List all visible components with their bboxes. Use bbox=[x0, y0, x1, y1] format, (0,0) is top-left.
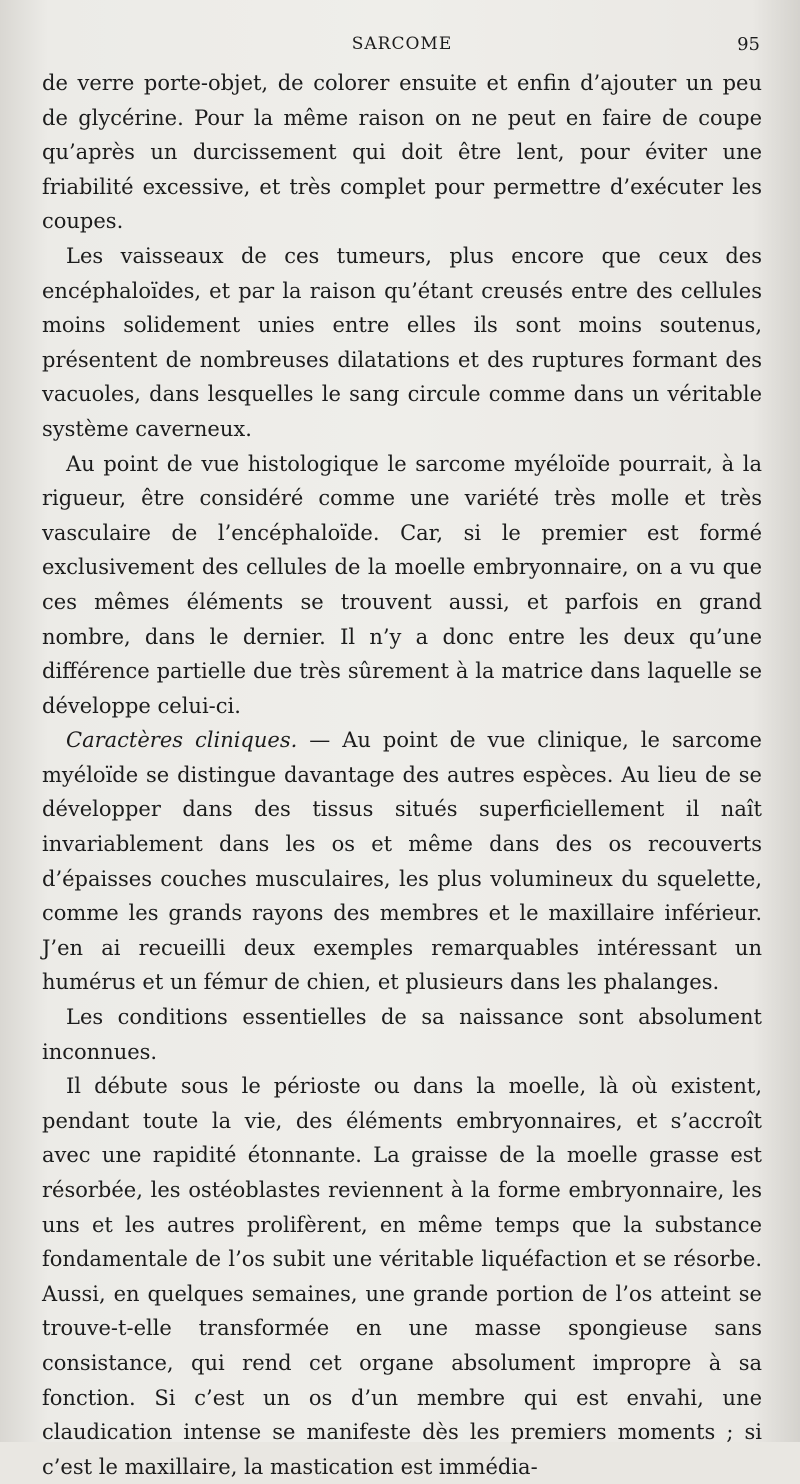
paragraph bbox=[42, 447, 762, 724]
paragraph-text: — Au point de vue clinique, le sarcome myéloïde se distingue davantage des autres espèces. Au lieu de se développer dans des tissus situés superficiellement il naît invariablement dans les os et même dans des os recouverts d’épaisses couches musculaires, les plus volumineux du squelette, comme les grands rayons des membres et le maxillaire inférieur. J’en ai recueilli deux exemples remarquables intéressant un humérus et un fémur de chien, et plusieurs dans les phalanges. bbox=[42, 728, 762, 995]
section-heading: Caractères cliniques. bbox=[66, 728, 298, 753]
paragraph bbox=[42, 723, 762, 1000]
paragraph bbox=[42, 66, 762, 239]
paragraph bbox=[42, 239, 762, 447]
paragraph-text: Les conditions essentielles de sa naissance sont absolument inconnues. bbox=[42, 1005, 762, 1064]
paragraph bbox=[42, 1069, 762, 1484]
paragraph-text: de verre porte-objet, de colorer ensuite et enfin d’ajouter un peu de glycérine. Pour la même raison on ne peut en faire de coupe qu’après un durcissement qui doit être lent, pour éviter une friabilité excessive, et très complet pour permettre d’exécuter les coupes. bbox=[42, 71, 762, 234]
paragraph bbox=[42, 1000, 762, 1069]
paragraph-text: Il débute sous le périoste ou dans la moelle, là où existent, pendant toute la vie, des éléments embryonnaires, et s’accroît avec une rapidité étonnante. La graisse de la moelle grasse est résorbée, les ostéoblastes reviennent à la forme embryonnaire, les uns et les autres prolifèrent, en même temps que la substance fondamentale de l’os subit une véritable liquéfaction et se résorbe. Aussi, en quelques semaines, une grande portion de l’os atteint se trouve-t-elle transformée en une masse spongieuse sans consistance, qui rend cet organe absolument impropre à sa fonction. Si c’est un os d’un membre qui est envahi, une claudication intense se manifeste dès les premiers moments ; si c’est le maxillaire, la mastication est immédia- bbox=[42, 1074, 762, 1479]
page-number: 95 bbox=[737, 34, 760, 55]
paragraph-text: Les vaisseaux de ces tumeurs, plus encore que ceux des encéphaloïdes, et par la raison qu’étant creusés entre des cellules moins solidement unies entre elles ils sont moins soutenus, présentent de nombreuses dilatations et des ruptures formant des vacuoles, dans lesquelles le sang circule comme dans un véritable système caverneux. bbox=[42, 243, 762, 441]
page-header bbox=[42, 30, 762, 66]
running-head: SARCOME bbox=[351, 34, 453, 54]
paragraph-text: Au point de vue histologique le sarcome myéloïde pourrait, à la rigueur, être considéré comme une variété très molle et très vasculaire de l’encéphaloïde. Car, si le premier est formé exclusivement des cellules de la moelle embryonnaire, on a vu que ces mêmes éléments se trouvent aussi, et parfois en grand nombre, dans le dernier. Il n’y a donc entre les deux qu’une différence partielle due très sûrement à la matrice dans laquelle se développe celui-ci. bbox=[42, 451, 762, 718]
body-text bbox=[42, 66, 762, 1484]
